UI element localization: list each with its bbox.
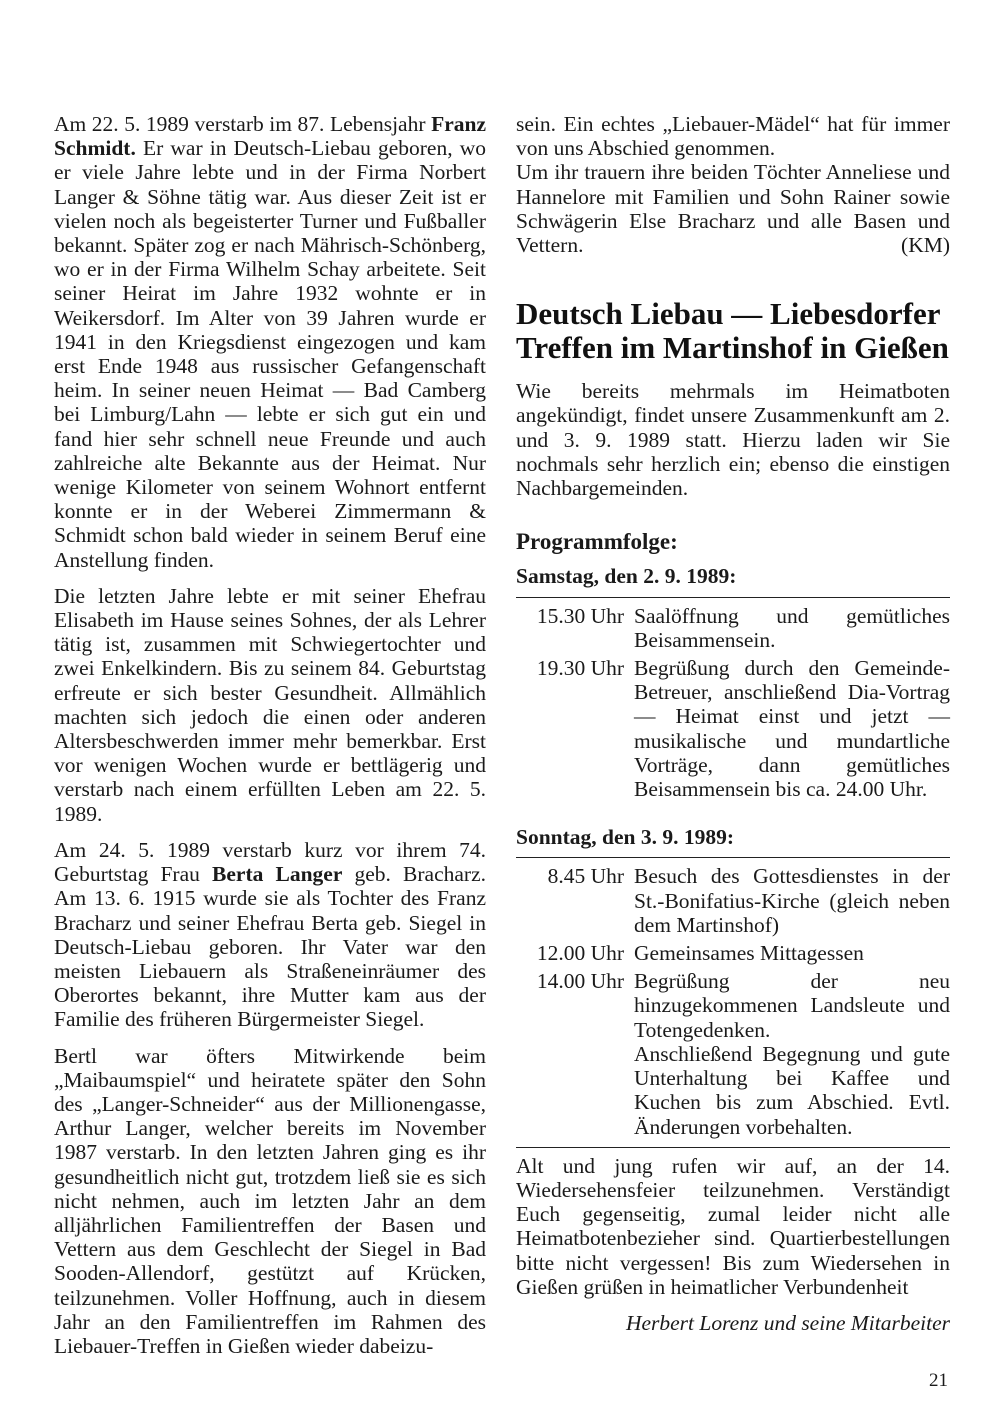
closing-paragraph: Alt und jung rufen wir auf, an der 14. Wiedersehensfeier teilzunehmen. Verständigt Euch gegenseitig, zumal leider nicht alle Heimatbotenbezieher sind. Quartierbestellungen bitte nicht vergessen! Bis zum Wiedersehen in Gießen grüßen in heimatlicher Verbundenheit xyxy=(516,1153,950,1299)
day-title-sunday: Sonntag, den 3. 9. 1989: xyxy=(516,825,735,850)
program-title: Programmfolge: xyxy=(516,529,678,555)
program-item xyxy=(516,864,950,937)
mourners-paragraph xyxy=(516,160,950,257)
program-item xyxy=(516,656,950,801)
obituary-continuation: sein. Ein echtes „Liebauer-Mädel“ hat für immer von uns Abschied genommen. xyxy=(516,112,950,161)
left-column xyxy=(54,112,486,1370)
program-item xyxy=(516,969,950,1138)
obituary-franz-schmidt xyxy=(54,112,486,572)
paragraph-text: Am 22. 5. 1989 verstarb im 87. Lebensjahr xyxy=(54,112,432,136)
program-time: 14.00 Uhr xyxy=(536,969,624,994)
program-description: Begrüßung durch den Gemeinde-Betreuer, anschließend Dia-Vortrag — Heimat einst und jetzt — musikalische und mundartliche Vorträge, dann gemütliches Beisammensein bis ca. 24.00 Uhr. xyxy=(634,656,950,802)
divider xyxy=(516,597,950,598)
program-description: Besuch des Gottesdienstes in der St.-Bonifatius-Kirche (gleich neben dem Martinshof) xyxy=(634,864,950,937)
name-franz-schmidt: Franz Schmidt. xyxy=(54,112,486,161)
program-time: 12.00 Uhr xyxy=(536,941,624,966)
page-number: 21 xyxy=(929,1370,948,1391)
paragraph-text: Bertl war öfters Mitwirkende beim „Maibaumspiel“ und heiratete später den Sohn des „Langer-Schneider“ aus der Millionengasse, Arthur Langer, welcher bereits im November 1987 verstarb. In den letzten Jahren ging es ihr gesundheitlich nicht gut, trotzdem ließ sie es sich nicht nehmen, auch im letzten Jahr an dem alljährlichen Familientreffen der Basen und Vettern aus dem Geschlecht der Siegel in Bad Sooden-Allendorf, gestützt auf Krücken, teilzunehmen. Voller Hoffnung, auch in diesem Jahr an den Familientreffen im Rahmen des Liebauer-Treffen in Gießen wieder dabeizu- xyxy=(54,1043,486,1358)
obituary-franz-schmidt-continued xyxy=(54,584,486,826)
program-description: Gemeinsames Mittagessen xyxy=(634,941,864,966)
right-column xyxy=(516,112,950,1335)
paragraph-text: Am 24. 5. 1989 verstarb kurz vor ihrem 74. Geburtstag Frau xyxy=(54,837,486,887)
program-item xyxy=(516,604,950,652)
name-berta-langer: Berta Langer xyxy=(212,862,343,887)
obituary-berta-langer-continued xyxy=(54,1044,486,1359)
heading-line-1: Deutsch Liebau — Liebesdorfer xyxy=(516,296,941,332)
signature: Herbert Lorenz und seine Mitarbeiter xyxy=(625,1310,950,1335)
divider xyxy=(516,1147,950,1148)
program-day-sunday xyxy=(516,825,950,1138)
program-description: Saalöffnung und gemütliches Beisammensein. xyxy=(634,603,950,652)
program-description-extra: Anschließend Begegnung und gute Unterhaltung bei Kaffee und Kuchen bis zum Abschied. Evtl. Änderungen vorbehalten. xyxy=(634,1041,950,1139)
program-time: 15.30 Uhr xyxy=(536,603,624,628)
obituary-berta-langer xyxy=(54,838,486,1032)
paragraph-text: Er war in Deutsch-Liebau geboren, wo er viele Jahre lebte und in der Firma Norbert Langer & Söhne tätig war. Aus dieser Zeit ist er vielen noch als begeisterter Turner und Fußballer bekannt. Später zog er nach Mährisch-Schönberg, wo er in der Firma Wilhelm Schay arbeitete. Seit seiner Heirat im Jahre 1932 wohnte er in Weikersdorf. Im Alter von 39 Jahren wurde er 1941 in den Kriegsdienst eingezogen und kam erst Ende 1948 aus russischer Gefangenschaft heim. In seiner neuen Heimat — Bad Camberg bei Limburg/Lahn — lebte er sich gut ein und fand hier sehr schnell neue Freunde und auch zahlreiche alte Bekannte aus der Heimat. Nur wenige Kilometer von seinem Wohnort entfernt konnte er in der Weberei Zimmermann & Schmidt schon bald wieder in seinem Beruf eine Anstellung finden. xyxy=(54,136,486,572)
day-title-saturday: Samstag, den 2. 9. 1989: xyxy=(516,564,737,589)
divider xyxy=(516,857,950,858)
program-item xyxy=(516,941,950,965)
program-description xyxy=(624,969,950,1138)
program-time: 19.30 Uhr xyxy=(536,656,624,681)
paragraph-text: geb. Bracharz. Am 13. 6. 1915 wurde sie als Tochter des Franz Bracharz und seiner Ehefrau Berta geb. Siegel in Deutsch-Liebau geboren. Ihr Vater war den meisten Liebauern als Straßeneinräumer des Oberortes bekannt, ihre Mutter kam aus der Familie des früheren Bürgermeister Siegel. xyxy=(54,862,487,1032)
paragraph-text: Die letzten Jahre lebte er mit seiner Ehefrau Elisabeth im Hause seines Sohnes, der als Lehrer tätig ist, zusammen mit Schwiegertochter und zwei Enkelkindern. Bis zu seinem 84. Geburtstag erfreute er sich bester Gesundheit. Allmählich machten sich jedoch die einen oder anderen Altersbeschwerden immer mehr bemerkbar. Erst vor wenigen Wochen wurde er bettlägerig und verstarb nach einem erfüllten Leben am 22. 5. 1989. xyxy=(54,583,486,826)
program-time: 8.45 Uhr xyxy=(547,864,624,889)
author-initials: (KM) xyxy=(901,233,950,258)
program-description-text: Begrüßung der neu hinzugekommenen Landsleute und Totengedenken. xyxy=(634,969,950,1042)
meeting-intro: Wie bereits mehrmals im Heimatboten angekündigt, findet unsere Zusammenkunft am 2. und 3. 9. 1989 statt. Hierzu laden wir Sie nochmals sehr herzlich ein; ebenso die einstigen Nachbargemeinden. xyxy=(516,379,950,501)
article-heading xyxy=(516,297,950,365)
program-day-saturday xyxy=(516,564,950,801)
heading-line-2: Treffen im Martinshof in Gießen xyxy=(516,330,949,366)
mourners-text: Um ihr trauern ihre beiden Töchter Anneliese und Hannelore mit Familien und Sohn Rainer sowie Schwägerin Else Bracharz und alle Basen und Vettern. xyxy=(516,160,950,258)
